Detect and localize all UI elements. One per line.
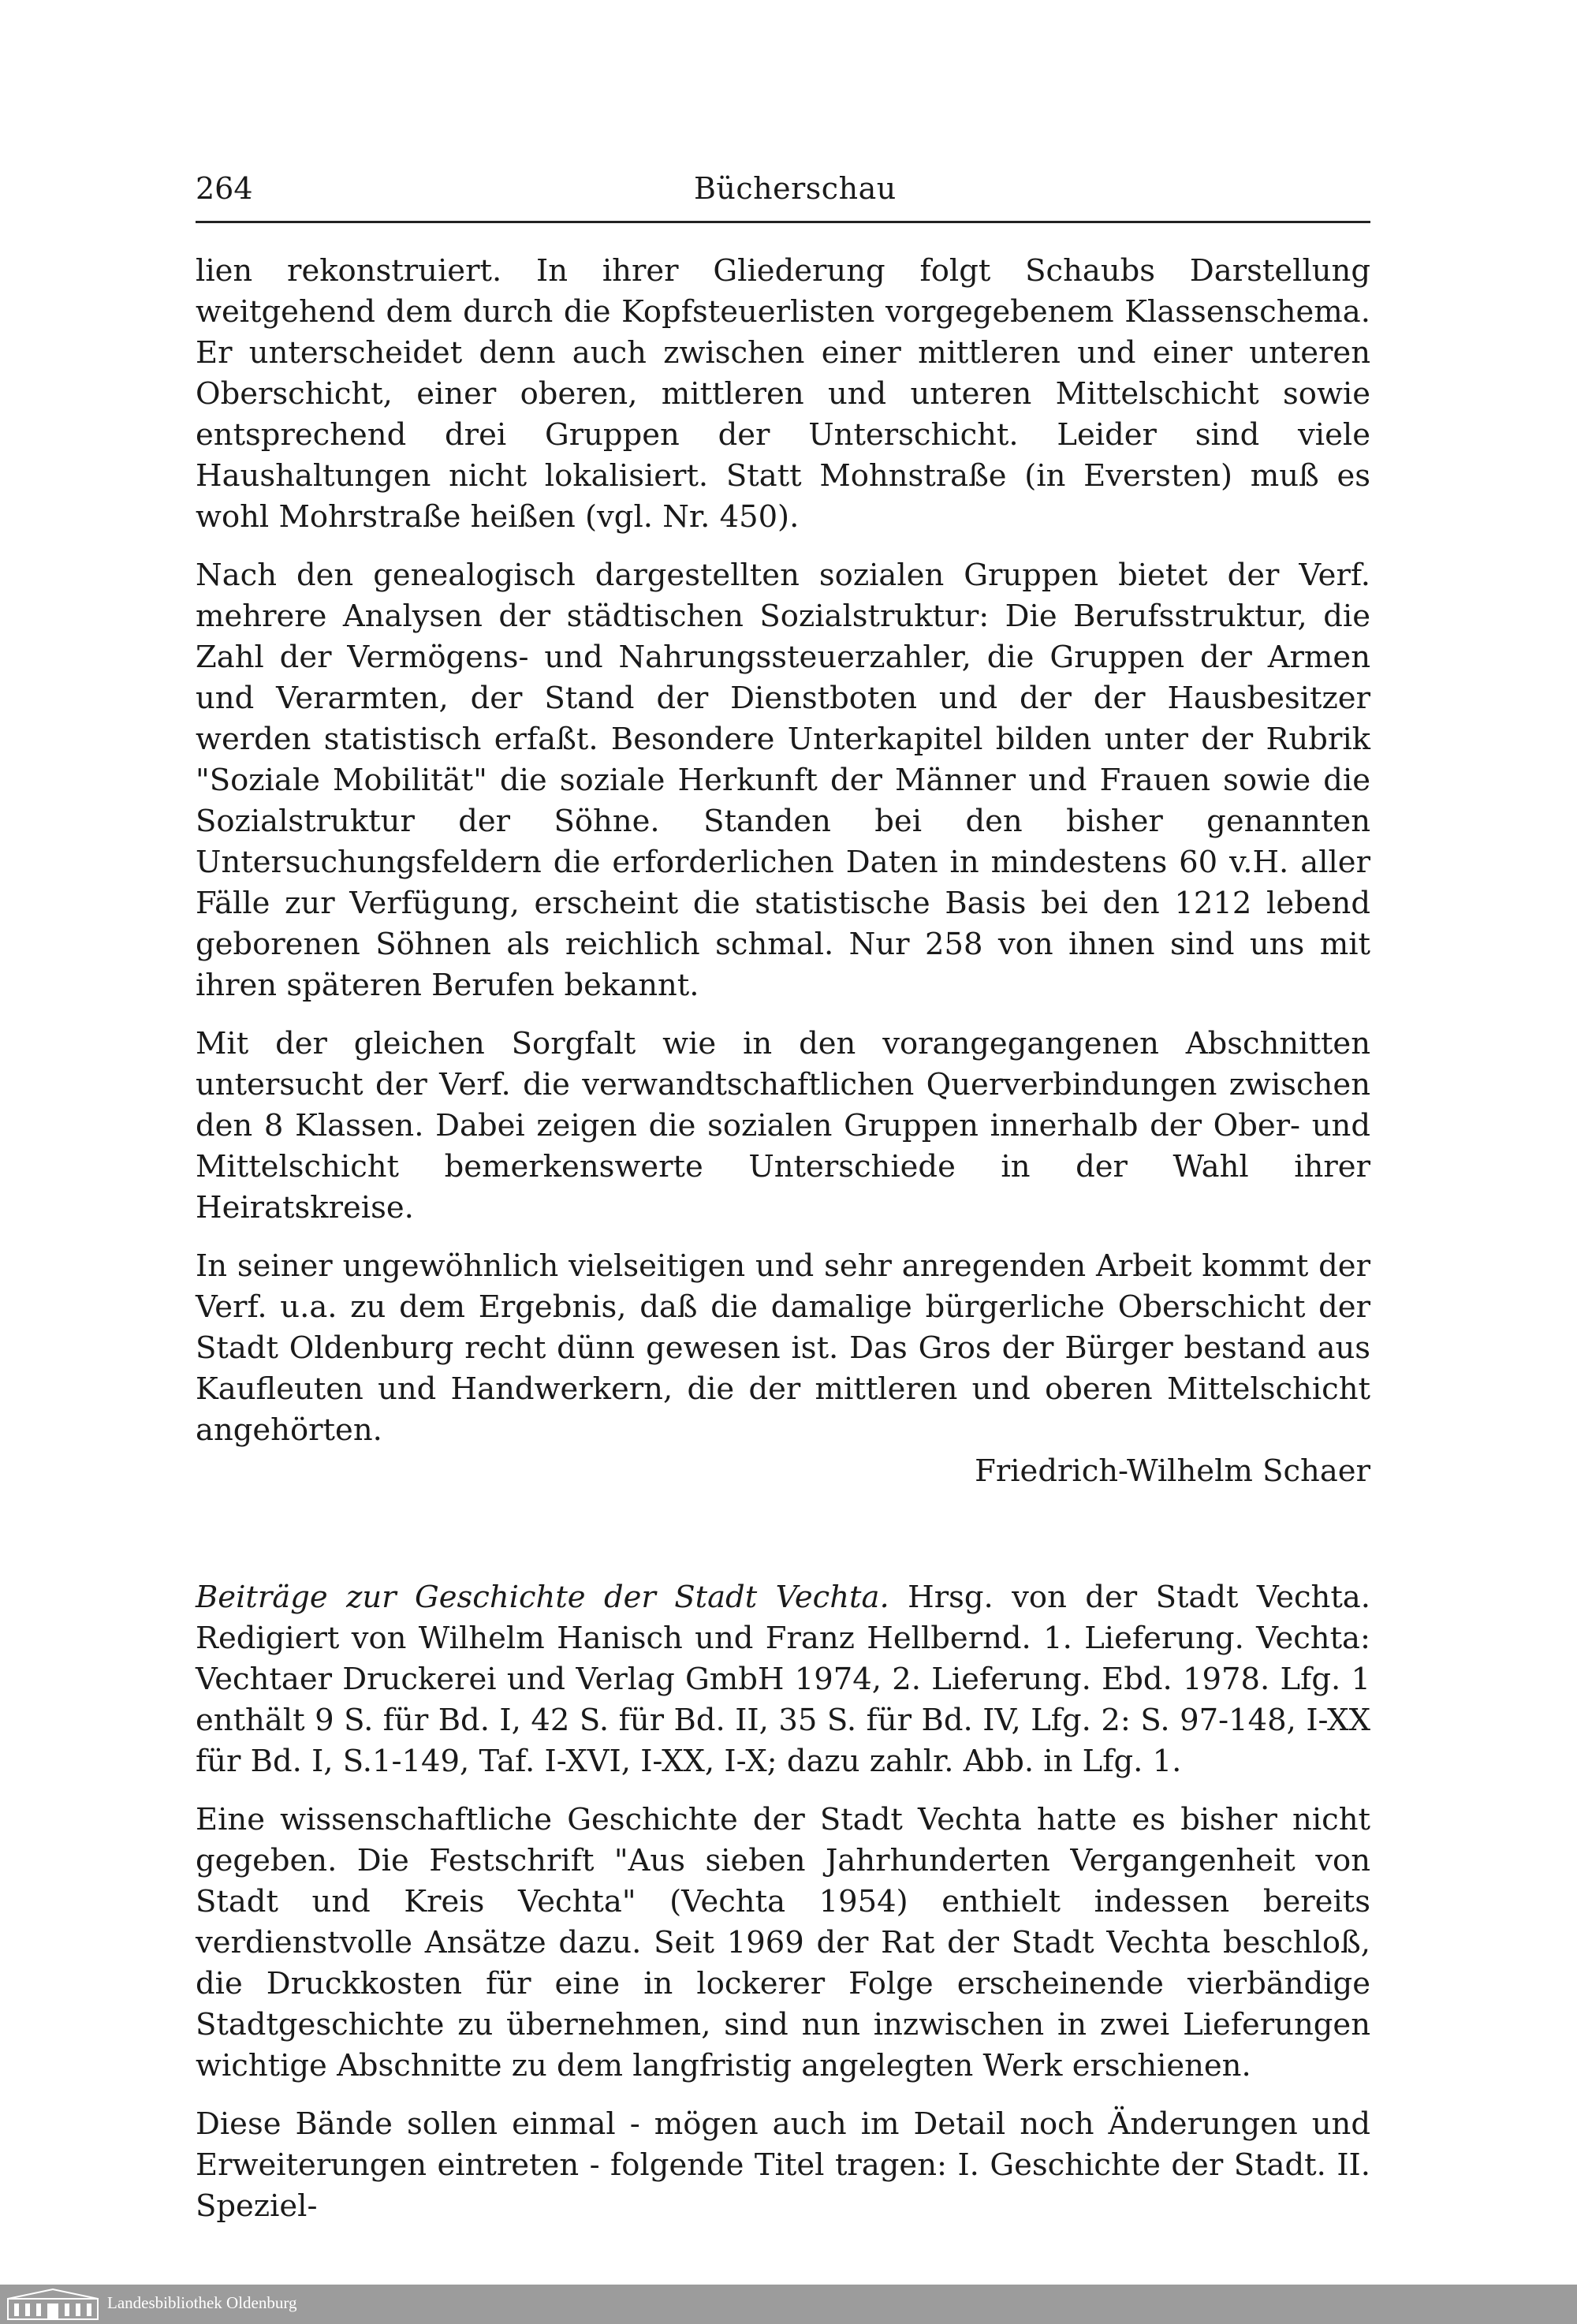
- review2-book-title: Beiträge zur Geschichte der Stadt Vechta.: [196, 1580, 889, 1615]
- review1-paragraph-3: Mit der gleichen Sorgfalt wie in den vorangegangenen Abschnitten untersucht der Verf. die verwandtschaftlichen Querverbindungen zwischen den 8 Klassen. Dabei zeigen die sozialen Gruppen innerhalb der Ober- und Mittelschicht bemerkenswerte Unterschiede in der Wahl ihrer Heiratskreise.: [196, 1026, 1370, 1225]
- footer-bar: [0, 2285, 1577, 2324]
- review2-paragraph-2: Diese Bände sollen einmal - mögen auch im Detail noch Änderungen und Erweiterungen eintreten - folgende Titel tragen: I. Geschichte der Stadt. II. Speziel-: [196, 2106, 1370, 2224]
- header-rule: [196, 221, 1370, 223]
- review2-citation: [196, 1577, 1370, 1782]
- page-number: 264: [196, 171, 253, 206]
- review2-bibliographic-details: Hrsg. von der Stadt Vechta. Redigiert von Wilhelm Hanisch und Franz Hellbernd. 1. Lieferung. Vechta: Vechtaer Druckerei und Verlag GmbH 1974, 2. Lieferung. Ebd. 1978. Lfg. 1 enthält 9 S. für Bd. I, 42 S. für Bd. II, 35 S. für Bd. IV, Lfg. 2: S. 97-148, I-XX für Bd. I, S.1-149, Taf. I-XVI, I-XX, I-X; dazu zahlr. Abb. in Lfg. 1.: [196, 1580, 1370, 1779]
- review1-paragraph-2: Nach den genealogisch dargestellten sozialen Gruppen bietet der Verf. mehrere Analysen der städtischen Sozialstruktur: Die Berufsstruktur, die Zahl der Vermögens- und Nahrungssteuerzahler, die Gruppen der Armen und Verarmten, der Stand der Dienstboten und der der Hausbesitzer werden statistisch erfaßt. Besondere Unterkapitel bilden unter der Rubrik "Soziale Mobilität" die soziale Herkunft der Männer und Frauen sowie die Sozialstruktur der Söhne. Standen bei den bisher genannten Untersuchungsfeldern die erforderlichen Daten in mindestens 60 v.H. aller Fälle zur Verfügung, erscheint die statistische Basis bei den 1212 lebend geborenen Söhnen als reichlich schmal. Nur 258 von ihnen sind uns mit ihren späteren Berufen bekannt.: [196, 558, 1370, 1003]
- section-gap: [196, 1492, 1370, 1577]
- reviewer-signature: Friedrich-Wilhelm Schaer: [975, 1453, 1370, 1489]
- running-title: Bücherschau: [694, 171, 897, 206]
- body-text: [196, 251, 1370, 2244]
- library-name: Landesbibliothek Oldenburg: [107, 2293, 297, 2312]
- review1-paragraph-1: lien rekonstruiert. In ihrer Gliederung folgt Schaubs Darstellung weitgehend dem durch die Kopfsteuerlisten vorgegebenem Klassenschema. Er unterscheidet denn auch zwischen einer mittleren und einer unteren Oberschicht, einer oberen, mittleren und unteren Mittelschicht sowie entsprechend drei Gruppen der Unterschicht. Leider sind viele Haushaltungen nicht lokalisiert. Statt Mohnstraße (in Eversten) muß es wohl Mohrstraße heißen (vgl. Nr. 450).: [196, 253, 1370, 535]
- library-building-icon: [6, 2288, 99, 2321]
- review2-paragraph-1: Eine wissenschaftliche Geschichte der Stadt Vechta hatte es bisher nicht gegeben. Die Festschrift "Aus sieben Jahrhunderten Vergangenheit von Stadt und Kreis Vechta" (Vechta 1954) enthielt indessen bereits verdienstvolle Ansätze dazu. Seit 1969 der Rat der Stadt Vechta beschloß, die Druckkosten für eine in lockerer Folge erscheinende vierbändige Stadtgeschichte zu übernehmen, sind nun inzwischen in zwei Lieferungen wichtige Abschnitte zu dem langfristig angelegten Werk erschienen.: [196, 1802, 1370, 2083]
- review1-paragraph-4: In seiner ungewöhnlich vielseitigen und sehr anregenden Arbeit kommt der Verf. u.a. zu dem Ergebnis, daß die damalige bürgerliche Oberschicht der Stadt Oldenburg recht dünn gewesen ist. Das Gros der Bürger bestand aus Kaufleuten und Handwerkern, die der mittleren und oberen Mittelschicht angehörten.: [196, 1248, 1370, 1448]
